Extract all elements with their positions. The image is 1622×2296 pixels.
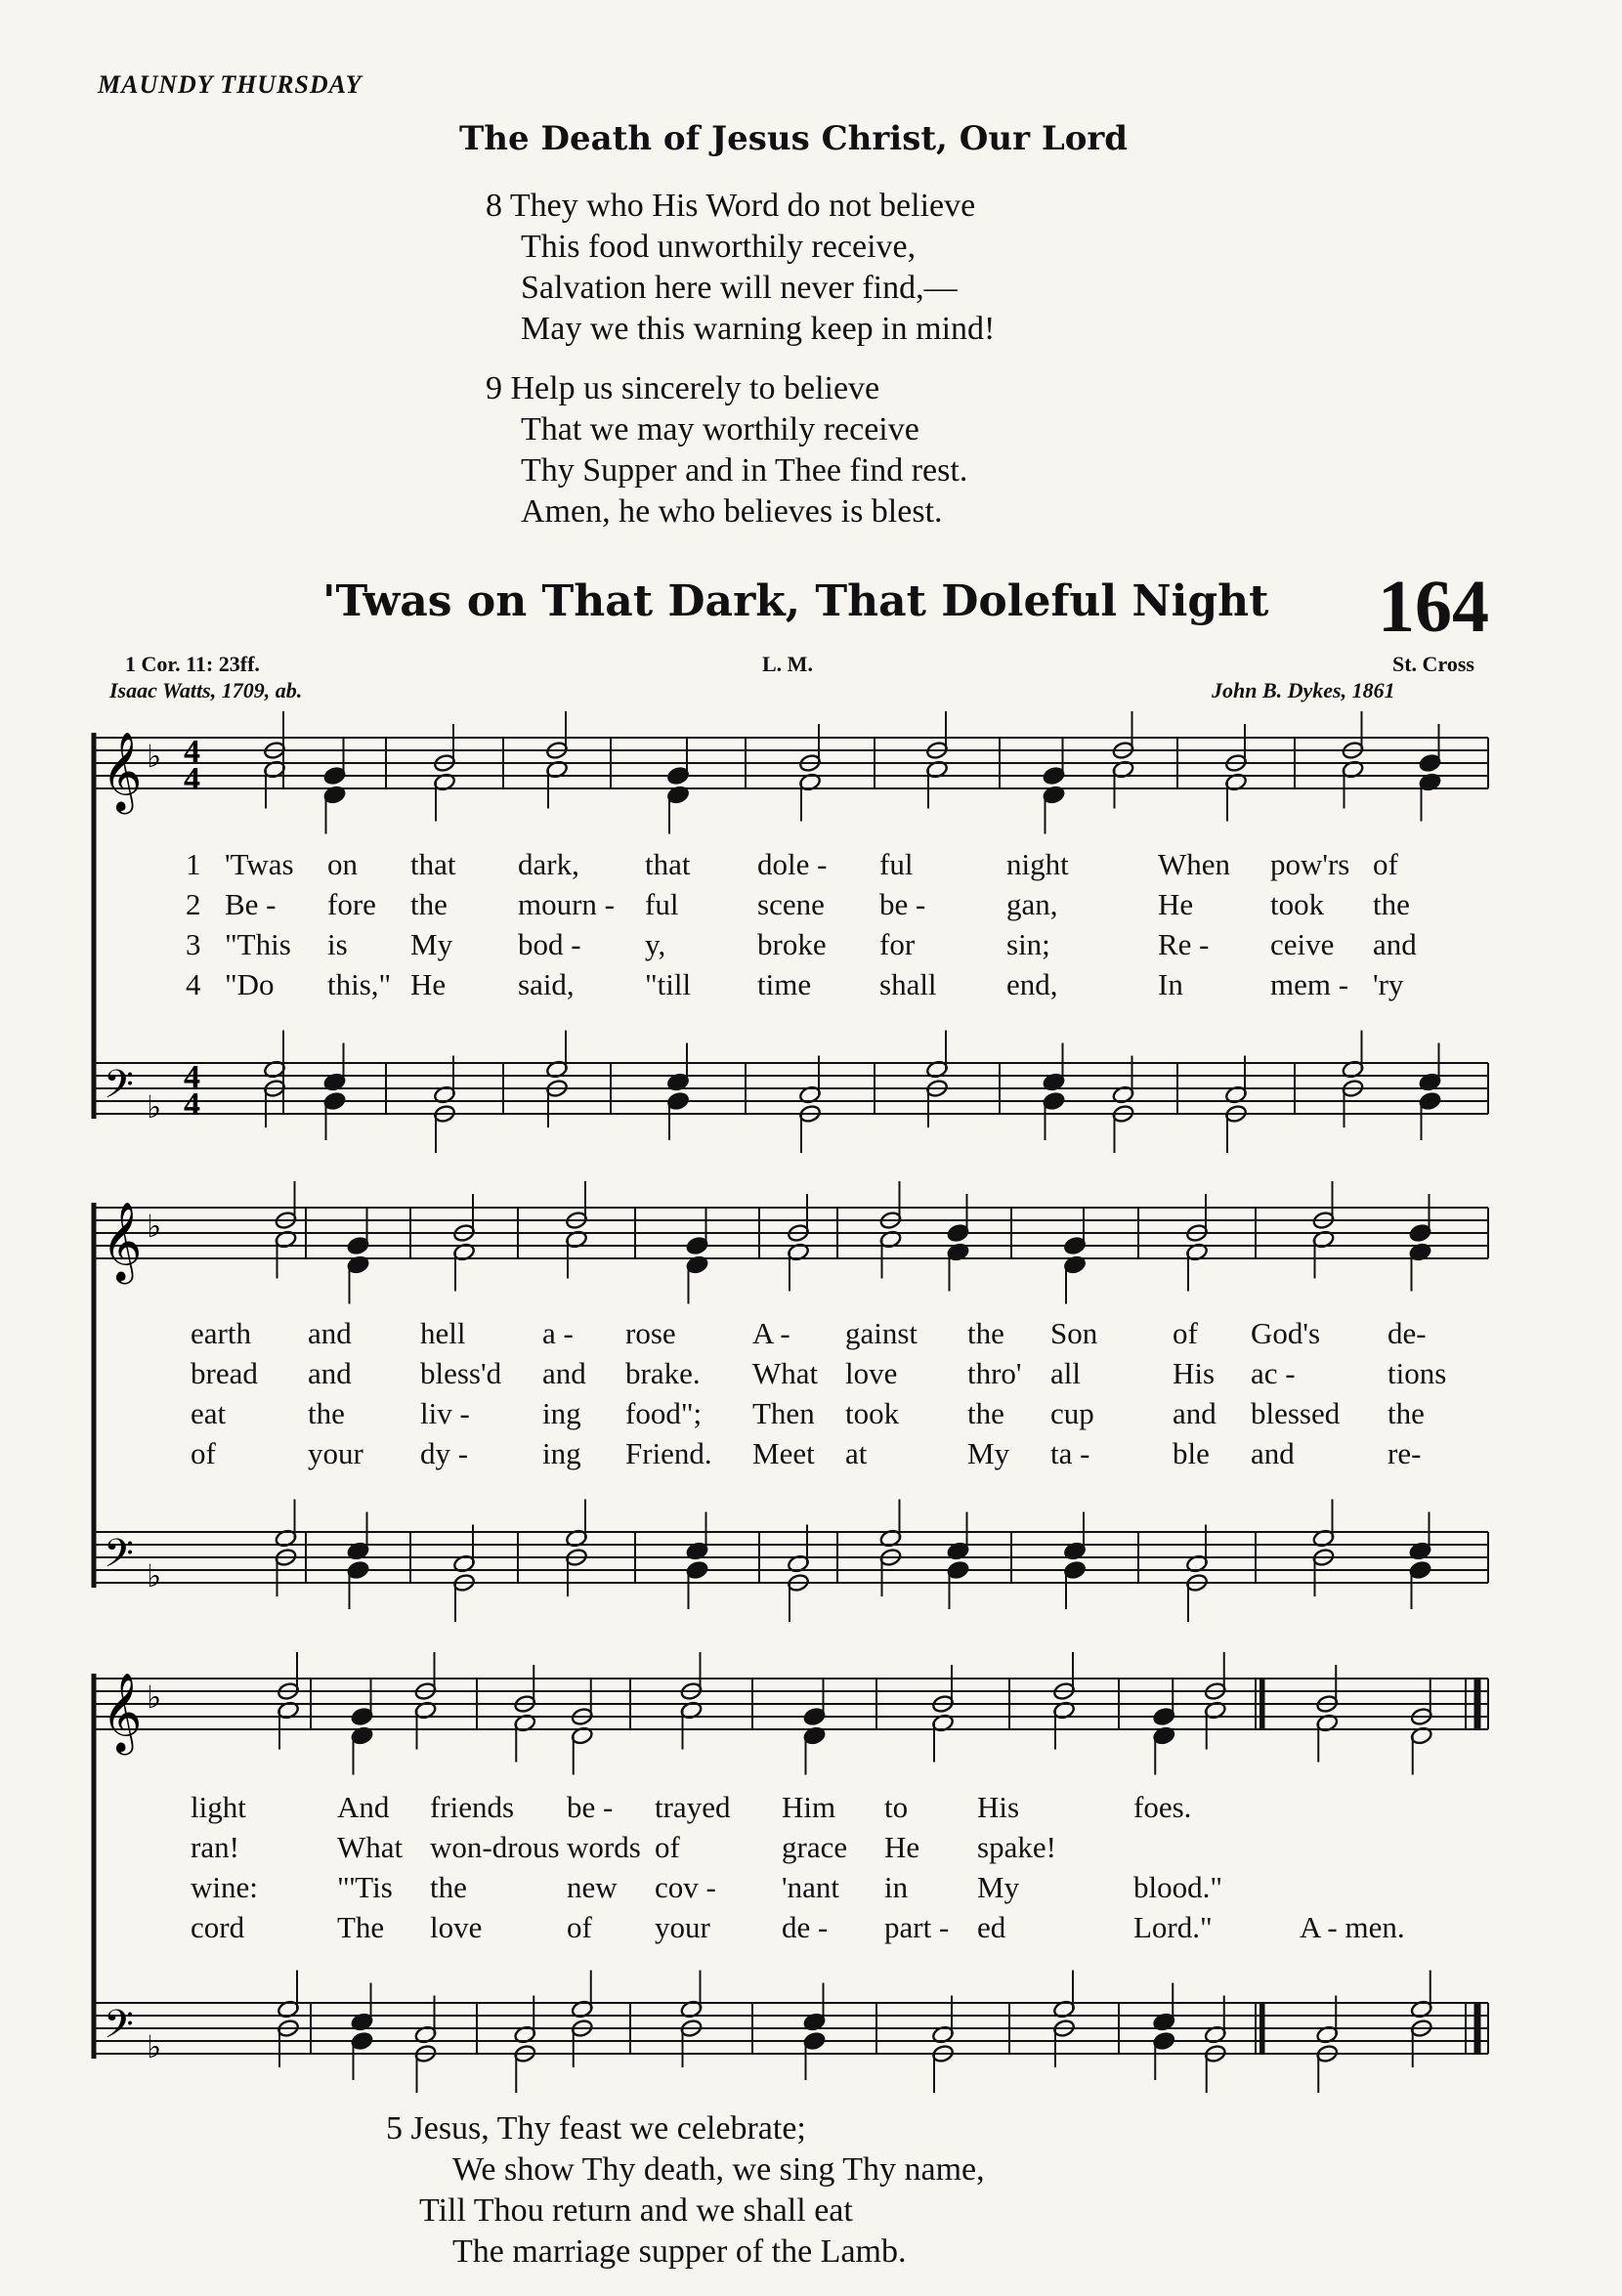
lyric-syllable: ta -: [1050, 1436, 1090, 1470]
lyric-syllable: pow'rs: [1270, 847, 1350, 881]
lyric-syllable: The: [337, 1910, 385, 1944]
lyric-syllable: of: [1373, 847, 1398, 881]
lyric-syllable: What: [337, 1830, 404, 1864]
key-signature-flat: ♭: [147, 1088, 162, 1126]
bass-clef: 𝄢: [104, 2002, 134, 2057]
lyric-syllable: re-: [1387, 1436, 1422, 1470]
lyric-syllable: that: [410, 847, 456, 881]
lyric-syllable: of: [191, 1436, 216, 1470]
lyric-syllable: liv -: [420, 1396, 470, 1430]
lyric-syllable: grace: [782, 1830, 848, 1864]
lyric-syllable: His: [977, 1790, 1020, 1824]
key-signature-flat: ♭: [147, 1679, 162, 1716]
key-signature-flat: ♭: [147, 738, 162, 775]
lyric-syllable: 3: [186, 927, 201, 961]
lyric-syllable: of: [1173, 1316, 1198, 1350]
text-author: Isaac Watts, 1709, ab.: [109, 678, 303, 702]
lyric-syllable: bod -: [518, 927, 581, 961]
lyric-syllable: shall: [879, 967, 937, 1001]
lyric-syllable: Then: [752, 1396, 815, 1430]
verse-line: Jesus, Thy feast we celebrate;: [410, 2110, 806, 2147]
lyric-syllable: your: [655, 1910, 710, 1944]
lyric-syllable: He: [410, 967, 447, 1001]
lyric-syllable: of: [655, 1830, 680, 1864]
lyric-syllable: 1: [186, 847, 201, 881]
lyric-syllable: ed: [977, 1910, 1006, 1944]
lyric-syllable: and: [308, 1356, 352, 1390]
lyric-syllable: friends: [430, 1790, 515, 1824]
lyric-syllable: time: [757, 967, 812, 1001]
lyric-syllable: scene: [757, 887, 825, 921]
lyric-syllable: And: [337, 1790, 390, 1824]
lyric-syllable: wine:: [191, 1870, 258, 1904]
lyric-syllable: sin;: [1006, 927, 1050, 961]
lyric-syllable: gan,: [1006, 887, 1058, 921]
lyric-syllable: end,: [1006, 967, 1058, 1001]
key-signature-flat: ♭: [147, 1208, 162, 1245]
lyric-syllable: His: [1173, 1356, 1216, 1390]
treble-staff: [94, 738, 1488, 788]
lyric-syllable: is: [327, 927, 348, 961]
tune-name: St. Cross: [1392, 652, 1474, 676]
lyric-syllable: of: [567, 1910, 592, 1944]
lyric-syllable: 'nant: [782, 1870, 839, 1904]
lyric-syllable: He: [884, 1830, 920, 1864]
lyric-syllable: in: [884, 1870, 909, 1904]
treble-staff: [94, 1679, 1488, 1729]
lyric-syllable: took: [845, 1396, 900, 1430]
lyric-syllable: dole -: [757, 847, 828, 881]
lyric-syllable: the: [410, 887, 448, 921]
lyric-syllable: your: [308, 1436, 363, 1470]
lyric-syllable: What: [752, 1356, 819, 1390]
lyric-syllable: spake!: [977, 1830, 1056, 1864]
lyric-syllable: Son: [1050, 1316, 1098, 1350]
lyric-syllable: ful: [645, 887, 679, 921]
verse-line: This food unworthily receive,: [521, 229, 917, 265]
time-signature: 4: [184, 734, 200, 770]
lyric-syllable: brake.: [625, 1356, 701, 1390]
stanza-number: 5: [386, 2110, 403, 2147]
time-signature: 4: [184, 1059, 200, 1095]
lyric-syllable: Friend.: [625, 1436, 712, 1470]
lyric-syllable: mourn -: [518, 887, 616, 921]
lyric-syllable: love: [430, 1910, 483, 1944]
lyric-syllable: the: [967, 1396, 1004, 1430]
lyric-syllable: cord: [191, 1910, 245, 1944]
lyric-syllable: foes.: [1133, 1790, 1192, 1824]
stanza-number: 8: [486, 188, 502, 224]
lyric-syllable: My: [410, 927, 453, 961]
lyric-syllable: Be -: [225, 887, 277, 921]
verse-line: Amen, he who believes is blest.: [521, 493, 943, 530]
hymn-number: 164: [1378, 566, 1489, 648]
lyric-syllable: 2: [186, 887, 201, 921]
lyric-syllable: said,: [518, 967, 575, 1001]
lyric-syllable: all: [1050, 1356, 1081, 1390]
lyric-syllable: blood.": [1133, 1870, 1223, 1904]
lyric-syllable: and: [1173, 1396, 1216, 1430]
lyric-syllable: the: [430, 1870, 467, 1904]
treble-clef: 𝄞: [102, 1201, 143, 1281]
section-label: MAUNDY THURSDAY: [98, 70, 363, 99]
hymn-title: 'Twas on That Dark, That Doleful Night: [322, 576, 1269, 626]
lyric-syllable: "till: [645, 967, 692, 1001]
lyric-syllable: fore: [327, 887, 376, 921]
lyric-syllable: bless'd: [420, 1356, 502, 1390]
lyric-syllable: de-: [1387, 1316, 1427, 1350]
lyric-syllable: the: [308, 1396, 345, 1430]
time-signature: 4: [184, 761, 200, 797]
stanza-5: [386, 2108, 985, 2273]
lyric-syllable: "This: [225, 927, 291, 961]
lyric-syllable: blessed: [1251, 1396, 1341, 1430]
lyric-syllable: food";: [625, 1396, 703, 1430]
lyric-syllable: be -: [879, 887, 926, 921]
key-signature-flat: ♭: [147, 1557, 162, 1594]
lyric-syllable: a -: [542, 1316, 574, 1350]
treble-clef: 𝄞: [102, 1672, 143, 1752]
verse-line: May we this warning keep in mind!: [521, 311, 996, 347]
lyric-syllable: this,": [327, 967, 392, 1001]
lyric-syllable: bread: [191, 1356, 258, 1390]
lyric-syllable: new: [567, 1870, 618, 1904]
lyric-syllable: A -: [752, 1316, 790, 1350]
lyric-syllable: 4: [186, 967, 201, 1001]
lyric-syllable: broke: [757, 927, 827, 961]
meter: L. M.: [762, 652, 813, 676]
lyric-syllable: cov -: [655, 1870, 716, 1904]
lyric-syllable: part -: [884, 1910, 950, 1944]
lyric-syllable: that: [645, 847, 691, 881]
lyric-syllable: 'Twas: [225, 847, 294, 881]
lyric-syllable: My: [967, 1436, 1010, 1470]
lyric-syllable: ing: [542, 1396, 581, 1430]
lyric-syllable: y,: [645, 927, 666, 961]
lyric-syllable: tions: [1387, 1356, 1447, 1390]
bass-staff: [94, 1532, 1488, 1583]
lyric-syllable: Lord.": [1133, 1910, 1213, 1944]
lyric-syllable: on: [327, 847, 358, 881]
tune-composer: John B. Dykes, 1861: [1212, 678, 1395, 702]
lyric-syllable: won-drous: [430, 1830, 560, 1864]
lyric-syllable: God's: [1251, 1316, 1321, 1350]
lyric-syllable: cup: [1050, 1396, 1094, 1430]
lyric-syllable: for: [879, 927, 916, 961]
lyric-syllable: Meet: [752, 1436, 815, 1470]
lyric-syllable: dy -: [420, 1436, 469, 1470]
lyric-syllable: ceive: [1270, 927, 1335, 961]
lyric-syllable: took: [1270, 887, 1325, 921]
lyric-syllable: hell: [420, 1316, 466, 1350]
lyric-syllable: dark,: [518, 847, 579, 881]
lyric-syllable: the: [1373, 887, 1410, 921]
verse-line: The marriage supper of the Lamb.: [452, 2233, 907, 2270]
lyric-syllable: earth: [191, 1316, 251, 1350]
lyric-syllable: Re -: [1158, 927, 1210, 961]
lyric-syllable: words: [567, 1830, 641, 1864]
lyric-syllable: When: [1158, 847, 1231, 881]
lyric-syllable: de -: [782, 1910, 829, 1944]
verse-line: They who His Word do not believe: [509, 188, 976, 224]
lyric-syllable: gainst: [845, 1316, 918, 1350]
bass-clef: 𝄢: [104, 1531, 134, 1586]
verse-line: Thy Supper and in Thee find rest.: [521, 452, 968, 489]
lyric-syllable: "'Tis: [337, 1870, 393, 1904]
stanza-number: 9: [486, 370, 502, 406]
lyric-syllable: trayed: [655, 1790, 731, 1824]
lyric-syllable: and: [308, 1316, 352, 1350]
bass-staff: [94, 1063, 1488, 1114]
lyric-syllable: rose: [625, 1316, 676, 1350]
lyric-syllable: light: [191, 1790, 246, 1824]
verse-line: Salvation here will never find,—: [521, 270, 958, 306]
lyric-syllable: be -: [567, 1790, 614, 1824]
lyric-syllable: ac -: [1251, 1356, 1296, 1390]
treble-clef: 𝄞: [102, 731, 143, 811]
lyric-syllable: ful: [879, 847, 914, 881]
lyric-syllable: Him: [782, 1790, 836, 1824]
lyric-syllable: at: [845, 1436, 868, 1470]
lyric-syllable: ing: [542, 1436, 581, 1470]
bass-clef: 𝄢: [104, 1062, 134, 1117]
verse-line: We show Thy death, we sing Thy name,: [452, 2151, 985, 2188]
verse-line: That we may worthily receive: [521, 411, 919, 447]
previous-hymn-title: The Death of Jesus Christ, Our Lord: [459, 119, 1129, 158]
lyric-syllable: ble: [1173, 1436, 1210, 1470]
lyric-syllable: mem -: [1270, 967, 1349, 1001]
lyric-syllable: love: [845, 1356, 898, 1390]
time-signature: 4: [184, 1086, 200, 1123]
lyric-syllable: and: [1251, 1436, 1295, 1470]
lyric-syllable: "Do: [225, 967, 275, 1001]
lyric-syllable: My: [977, 1870, 1020, 1904]
bass-staff: [94, 2003, 1488, 2054]
lyric-syllable: to: [884, 1790, 909, 1824]
lyric-syllable: 'ry: [1373, 967, 1404, 1001]
scripture-reference: 1 Cor. 11: 23ff.: [125, 652, 260, 676]
lyric-syllable: night: [1006, 847, 1069, 881]
lyric-syllable: the: [1387, 1396, 1425, 1430]
verse-line: Till Thou return and we shall eat: [419, 2192, 853, 2229]
lyric-syllable: the: [967, 1316, 1004, 1350]
key-signature-flat: ♭: [147, 2028, 162, 2065]
lyric-syllable: ran!: [191, 1830, 239, 1864]
verse-line: Help us sincerely to believe: [510, 370, 880, 406]
lyric-syllable: He: [1158, 887, 1194, 921]
lyric-syllable: In: [1158, 967, 1183, 1001]
lyric-syllable: eat: [191, 1396, 227, 1430]
lyric-syllable: and: [1373, 927, 1417, 961]
lyric-syllable: thro': [967, 1356, 1022, 1390]
lyric-syllable: A - men.: [1300, 1910, 1405, 1944]
treble-staff: [94, 1208, 1488, 1258]
lyric-syllable: and: [542, 1356, 586, 1390]
